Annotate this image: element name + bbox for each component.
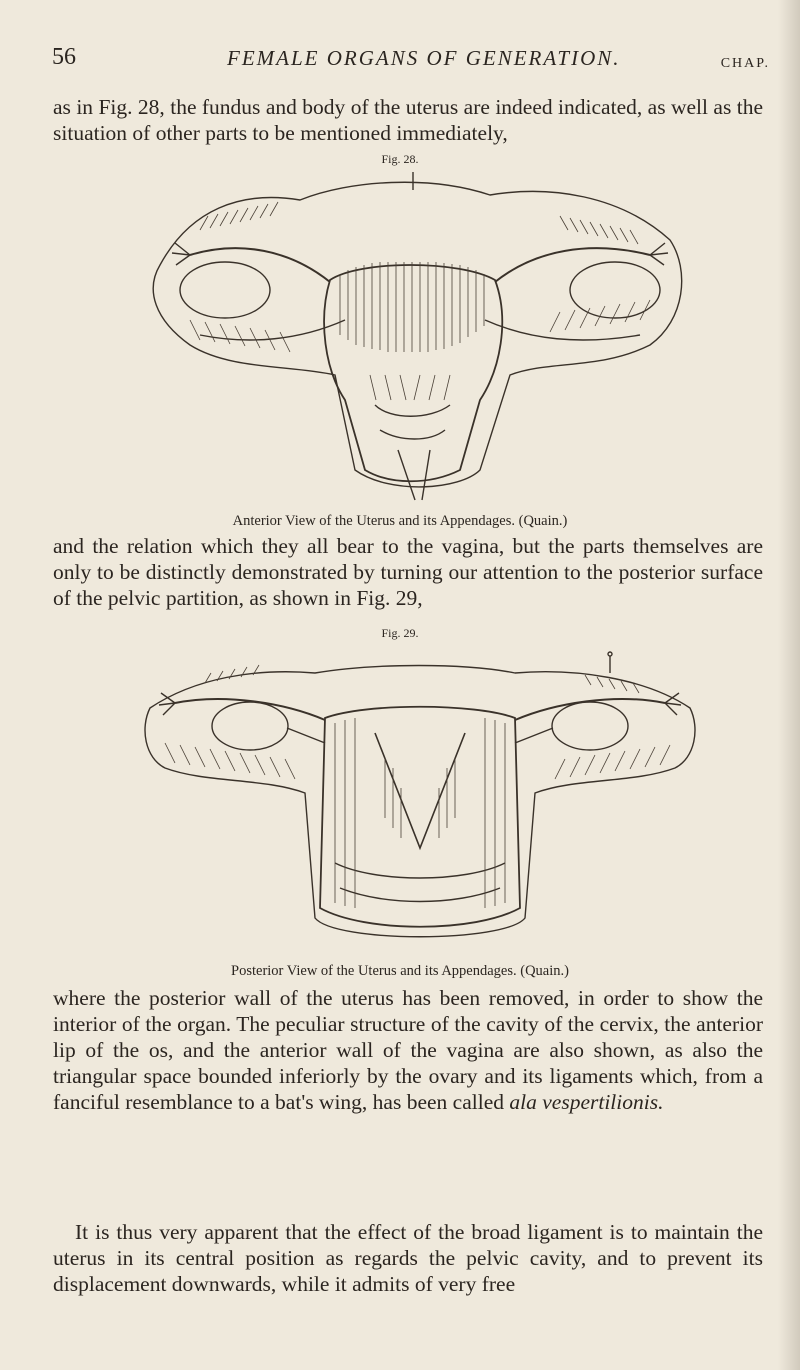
paragraph-3-text: where the posterior wall of the uterus has been removed, in order to show the interior of the organ. The peculiar structure of the cavity of the cervix, the anterior lip of the os, and the anterior wall of the vagina are also shown, as also the triangular space bounded inferiorly by the ovary and its ligaments which, from a fanciful resemblance to a bat's wing, has been called bbox=[53, 986, 763, 1114]
figure-28-label: Fig. 28. bbox=[381, 152, 419, 166]
latin-term: ala vespertilionis. bbox=[509, 1090, 664, 1114]
page-edge-shadow bbox=[778, 0, 800, 1370]
figure-29-label: Fig. 29. bbox=[381, 626, 419, 640]
paragraph-2: and the relation which they all bear to the vagina, but the parts themselves are only to be distinctly demonstrated by turning our attention to the posterior surface of the pelvic partition, as shown in Fig. 29, bbox=[53, 534, 763, 610]
figure-28-illustration bbox=[130, 170, 710, 515]
paragraph-1: as in Fig. 28, the fundus and body of the uterus are indeed indicated, as well as the situation of other parts to be mentioned immediately, bbox=[53, 95, 763, 145]
chapter-abbrev: CHAP. bbox=[720, 56, 770, 71]
figure-29-caption: Posterior View of the Uterus and its Appendages. (Quain.) bbox=[231, 963, 569, 979]
paragraph-4: It is thus very apparent that the effect of the broad ligament is to maintain the uterus in its central position as regards the pelvic cavity, and to prevent its displacement downwards, while it admits of very free bbox=[53, 1220, 763, 1296]
page-number: 56 bbox=[52, 44, 76, 70]
running-title: FEMALE ORGANS OF GENERATION. bbox=[227, 46, 621, 70]
paragraph-3 bbox=[53, 985, 763, 1115]
figure-29-illustration bbox=[135, 648, 705, 953]
figure-28-caption: Anterior View of the Uterus and its Appendages. (Quain.) bbox=[232, 513, 568, 529]
page-header bbox=[52, 40, 770, 80]
